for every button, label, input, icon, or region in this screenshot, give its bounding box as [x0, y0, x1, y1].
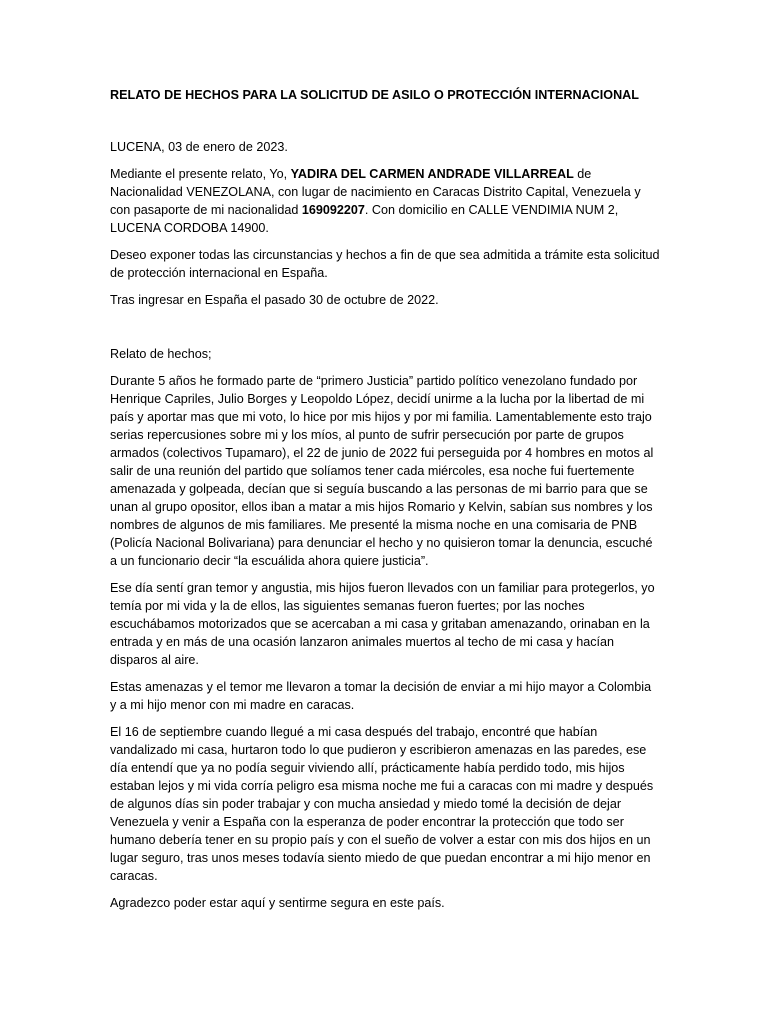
- intro-text-3: . Con domicilio en CALLE VENDIMIA NUM 2, LUCENA CORDOBA 14900.: [110, 203, 619, 235]
- paragraph-relato-4: El 16 de septiembre cuando llegué a mi casa después del trabajo, encontré que habían vandalizado mi casa, hurtaron todo lo que pudieron y escribieron amenazas en las paredes, ese día entendí que ya no podía seguir viviendo allí, prácticamente había perdido todo, mis hijos estaban lejos y mi vida corría peligro esa misma noche me fui a caracas con mi madre y después de algunos días sin poder trabajar y con mucha ansiedad y miedo tomé la decisión de dejar Venezuela y venir a España con la esperanza de poder encontrar la protección que todo ser humano debería tener en su propio país y con el sueño de volver a estar con mis dos hijos en un lugar seguro, tras unos meses todavía siento miedo de que puedan encontrar a mi hijo menor en caracas.: [110, 725, 654, 883]
- paragraph-ingreso: Tras ingresar en España el pasado 30 de octubre de 2022.: [110, 293, 439, 307]
- intro-text-2: de Nacionalidad VENEZOLANA, con lugar de nacimiento en Caracas Distrito Capital, Venezuela y con pasaporte de mi nacionalidad: [110, 167, 641, 217]
- date-line: LUCENA, 03 de enero de 2023.: [110, 140, 288, 154]
- intro-paragraph: [110, 165, 660, 237]
- paragraph-relato-5: Agradezco poder estar aquí y sentirme segura en este país.: [110, 896, 445, 910]
- spacer: [110, 104, 660, 138]
- document-title: RELATO DE HECHOS PARA LA SOLICITUD DE ASILO O PROTECCIÓN INTERNACIONAL: [110, 88, 639, 102]
- intro-text-1: Mediante el presente relato, Yo,: [110, 167, 291, 181]
- paragraph-relato-1: Durante 5 años he formado parte de “primero Justicia” partido político venezolano fundado por Henrique Capriles, Julio Borges y Leopoldo López, decidí unirme a la lucha por la libertad de mi país y aportar mas que mi voto, lo hice por mis hijos y por mi familia. Lamentablemente esto trajo serias repercusiones sobre mi y los míos, al punto de sufrir persecución por parte de grupos armados (colectivos Tupamaro), el 22 de junio de 2022 fui perseguida por 4 hombres en motos al salir de una reunión del partido que solíamos tener cada miércoles, esa noche fui fuertemente amenazada y golpeada, decían que si seguía buscando a las personas de mi barrio para que se unan al grupo opositor, ellos iban a matar a mis hijos Romario y Kelvin, sabían sus nombres y los nombres de algunos de mis familiares. Me presenté la misma noche en una comisaria de PNB (Policía Nacional Bolivariana) para denunciar el hecho y no quisieron tomar la denuncia, escuché a un funcionario decir “la escuálida ahora quiere justicia”.: [110, 374, 654, 568]
- passport-number: 169092207: [301, 203, 365, 217]
- document-page: [110, 86, 660, 921]
- applicant-name: YADIRA DEL CARMEN ANDRADE VILLARREAL: [290, 167, 574, 181]
- section-heading: Relato de hechos;: [110, 347, 212, 361]
- paragraph-relato-3: Estas amenazas y el temor me llevaron a tomar la decisión de enviar a mi hijo mayor a Colombia y a mi hijo menor con mi madre en caracas.: [110, 680, 652, 712]
- spacer: [110, 318, 660, 345]
- paragraph-exponer: Deseo exponer todas las circunstancias y hechos a fin de que sea admitida a trámite esta solicitud de protección internacional en España.: [110, 248, 660, 280]
- paragraph-relato-2: Ese día sentí gran temor y angustia, mis hijos fueron llevados con un familiar para protegerlos, yo temía por mi vida y la de ellos, las siguientes semanas fueron fuertes; por las noches escuchábamos motorizados que se acercaban a mi casa y gritaban amenazando, orinaban en la entrada y en más de una ocasión lanzaron animales muertos al techo de mi casa y hacían disparos al aire.: [110, 581, 655, 667]
